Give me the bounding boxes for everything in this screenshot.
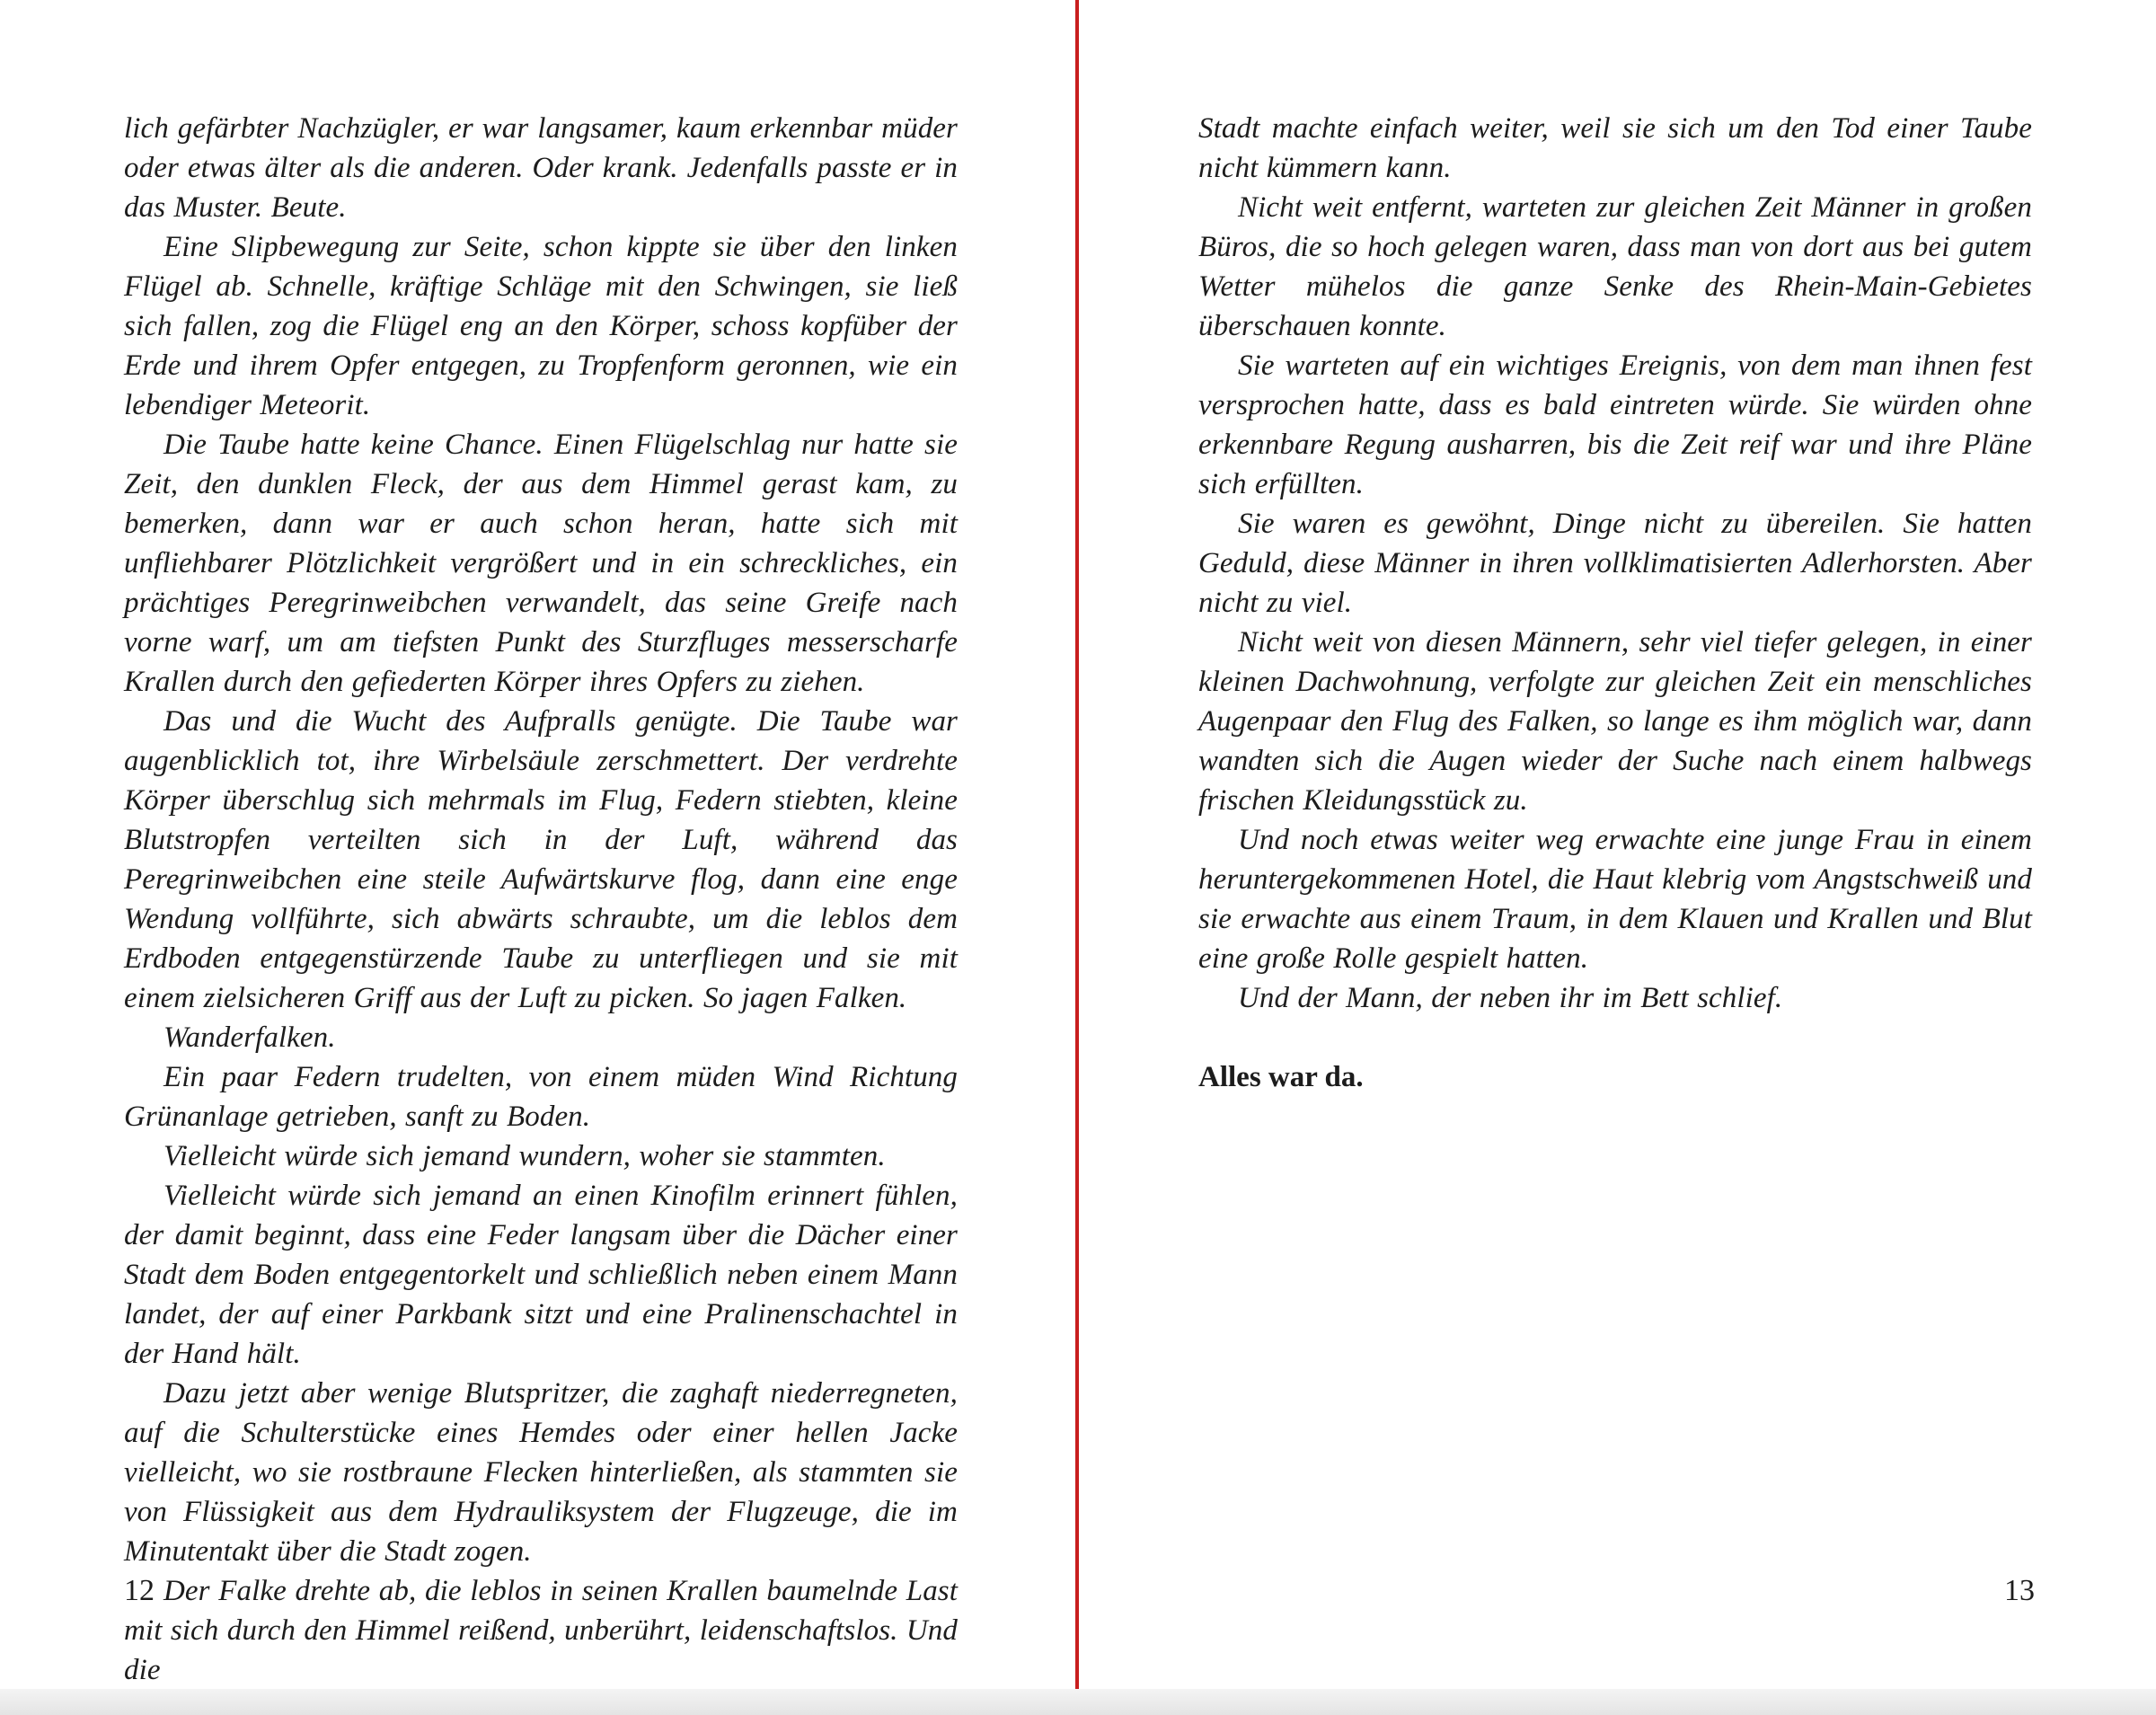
paragraph: Wanderfalken. (163, 1021, 336, 1054)
paragraph: lich gefärbter Nachzügler, er war langsamer, kaum erkennbar müder oder etwas älter als die anderen. Oder krank. Jedenfalls passte er in das Muster. Beute. (124, 112, 958, 224)
left-page-text (124, 109, 958, 1690)
paragraph: Der Falke drehte ab, die leblos in seinen Krallen baumelnde Last mit sich durch den Himmel reißend, unberührt, leidenschaftslos. Und die (124, 1575, 958, 1686)
paragraph: Und der Mann, der neben ihr im Bett schlief. (1238, 982, 1783, 1014)
closing-line: Alles war da. (1198, 1061, 1364, 1093)
paragraph: Ein paar Federn trudelten, von einem müden Wind Richtung Grünanlage getrieben, sanft zu Boden. (124, 1061, 958, 1133)
paragraph: Sie waren es gewöhnt, Dinge nicht zu übereilen. Sie hatten Geduld, diese Männer in ihren vollklimatisierten Adlerhorsten. Aber nicht zu viel. (1198, 508, 2032, 619)
paragraph: Nicht weit von diesen Männern, sehr viel tiefer gelegen, in einer kleinen Dachwohnung, verfolgte zur gleichen Zeit ein menschliches Augenpaar den Flug des Falken, so lange es ihm möglich war, dann wandten sich die Augen wieder der Suche nach einem halbwegs frischen Kleidungsstück zu. (1198, 626, 2032, 817)
paragraph: Vielleicht würde sich jemand an einen Kinofilm erinnert fühlen, der damit beginnt, dass eine Feder langsam über die Dächer einer Stadt dem Boden entgegentorkelt und schließlich neben einem Mann landet, der auf einer Parkbank sitzt und eine Pralinenschachtel in der Hand hält. (124, 1180, 958, 1370)
right-page-text (1198, 109, 2032, 1097)
paragraph: Nicht weit entfernt, warteten zur gleichen Zeit Männer in großen Büros, die so hoch gelegen waren, dass man von dort aus bei gutem Wetter mühelos die ganze Senke des Rhein-Main-Gebietes überschauen konnte. (1198, 191, 2032, 342)
paragraph: Sie warteten auf ein wichtiges Ereignis, von dem man ihnen fest versprochen hatte, dass es bald eintreten würde. Sie würden ohne erkennbare Regung ausharren, bis die Zeit reif war und ihre Pläne sich erfüllten. (1198, 349, 2032, 500)
paragraph: Die Taube hatte keine Chance. Einen Flügelschlag nur hatte sie Zeit, den dunklen Fleck, der aus dem Himmel gerast kam, zu bemerken, dann war er auch schon heran, hatte sich mit unfliehbarer Plötzlichkeit vergrößert und in ein schreckliches, ein prächtiges Peregrinweibchen verwandelt, das seine Greife nach vorne warf, um am tiefsten Punkt des Sturzfluges messerscharfe Krallen durch den gefiederten Körper ihres Opfers zu ziehen. (124, 429, 958, 698)
page-number-left: 12 (124, 1574, 155, 1607)
paragraph: Eine Slipbewegung zur Seite, schon kippte sie über den linken Flügel ab. Schnelle, kräftige Schläge mit den Schwingen, sie ließ sich fallen, zog die Flügel eng an den Körper, schoss kopfüber der Erde und ihrem Opfer entgegen, zu Tropfenform geronnen, wie ein lebendiger Meteorit. (124, 231, 958, 421)
bottom-shadow (0, 1689, 2156, 1715)
paragraph: Dazu jetzt aber wenige Blutspritzer, die zaghaft niederregneten, auf die Schulterstücke eines Hemdes oder einer hellen Jacke vielleicht, wo sie rostbraune Flecken hinterließen, als stammten sie von Flüssigkeit aus dem Hydrauliksystem der Flugzeuge, die im Minutentakt über die Stadt zogen. (124, 1377, 958, 1568)
left-page (0, 0, 1075, 1689)
page-number-right: 13 (2004, 1574, 2035, 1607)
right-page (1079, 0, 2156, 1689)
paragraph: Stadt machte einfach weiter, weil sie sich um den Tod einer Taube nicht kümmern kann. (1198, 112, 2032, 184)
paragraph: Das und die Wucht des Aufpralls genügte. Die Taube war augenblicklich tot, ihre Wirbelsäule zerschmettert. Der verdrehte Körper überschlug sich mehrmals im Flug, Federn stiebten, kleine Blutstropfen verteilten sich in der Luft, während das Peregrinweibchen eine steile Aufwärtskurve flog, dann eine enge Wendung vollführte, sich abwärts schraubte, um die leblos dem Erdboden entgegenstürzende Taube zu unterfliegen und sie mit einem zielsicheren Griff aus der Luft zu picken. So jagen Falken. (124, 705, 958, 1014)
paragraph: Vielleicht würde sich jemand wundern, woher sie stammten. (163, 1140, 886, 1172)
paragraph: Und noch etwas weiter weg erwachte eine junge Frau in einem heruntergekommenen Hotel, die Haut klebrig vom Angstschweiß und sie erwachte aus einem Traum, in dem Klauen und Krallen und Blut eine große Rolle gespielt hatten. (1198, 824, 2032, 975)
